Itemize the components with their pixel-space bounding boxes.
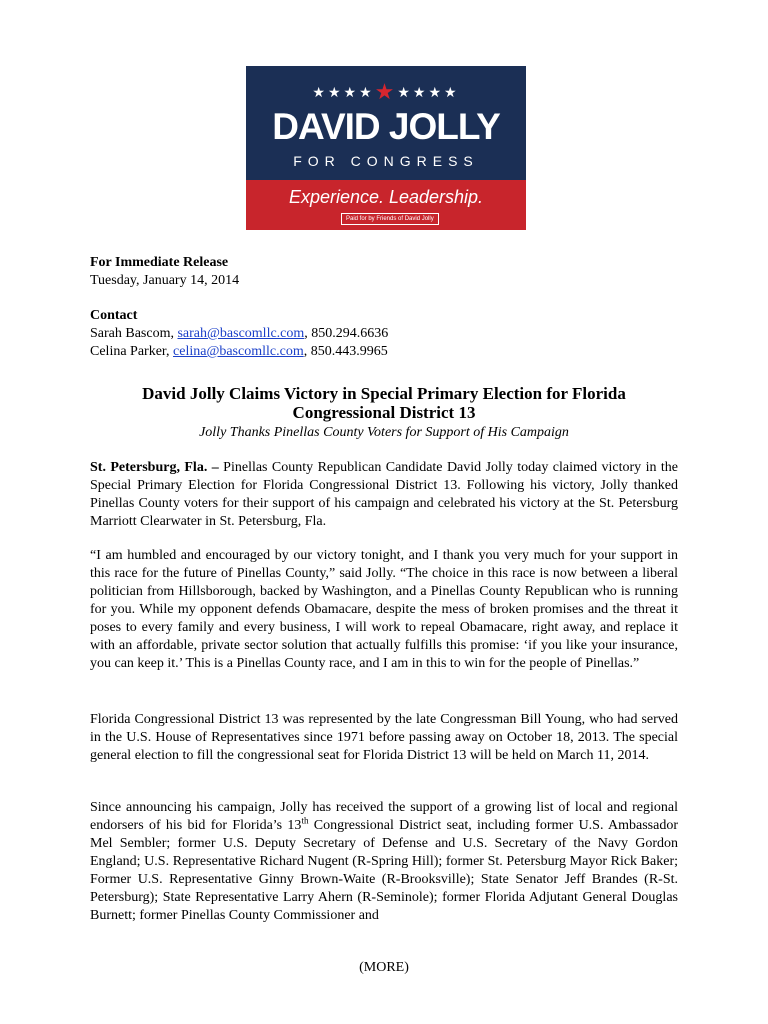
logo-candidate-name: DAVID JOLLY (272, 106, 500, 147)
headline-line-2: Congressional District 13 (292, 403, 476, 422)
contact-email-link[interactable]: sarah@bascomllc.com (177, 326, 305, 341)
logo-subtitle: FOR CONGRESS (293, 153, 479, 169)
ordinal-suffix: th (301, 815, 309, 826)
paragraph-text: Pinellas County Republican Candidate David Jolly today claimed victory in the Special Primary Election for Florida Congressional District 13. Following his victory, Jolly thanked Pinellas County voters for their support of his campaign and celebrated his victory at the St. Petersburg Marriott Clearwater in St. Petersburg, Fla. (90, 460, 678, 529)
paragraph-text: Since announcing his campaign, Jolly has received the support of a growing list of local and regional endorsers of his bid for Florida’s 13 (90, 800, 678, 833)
body-paragraph-1 (90, 459, 678, 531)
logo-stars (246, 80, 526, 105)
contact-line (90, 325, 678, 343)
headline (90, 384, 678, 422)
paragraph-text: Congressional District seat, including former U.S. Ambassador Mel Sembler; former U.S. Deputy Secretary of Defense and U.S. Secretary of the Navy Gordon England; U.S. Representative Richard Nugent (R-Spring Hill); former St. Petersburg Mayor Rick Baker; Former U.S. Representative Ginny Brown-Waite (R-Brooksville); State Senator Jeff Brandes (R-St. Petersburg); State Representative Larry Ahern (R-Seminole); former Florida Adjutant General Douglas Burnett; former Pinellas County Commissioner and (90, 818, 678, 923)
star-row-left-icon: ★★★★ (312, 85, 375, 101)
contact-name: Sarah Bascom, (90, 326, 178, 341)
logo-paid-for-disclaimer: Paid for by Friends of David Jolly (341, 213, 439, 225)
release-info (90, 254, 678, 290)
contact-email-link[interactable]: celina@bascomllc.com (173, 344, 304, 359)
release-label: For Immediate Release (90, 255, 229, 270)
contact-line (90, 343, 678, 361)
campaign-logo (246, 66, 526, 230)
body-paragraph-3: Florida Congressional District 13 was represented by the late Congressman Bill Young, who had served in the U.S. House of Representatives since 1971 before passing away on October 18, 2013. The special general election to fill the congressional seat for Florida District 13 will be held on March 11, 2014. (90, 712, 678, 763)
star-row-right-icon: ★★★★ (397, 85, 460, 101)
more-marker: (MORE) (359, 960, 409, 975)
headline-line-1: David Jolly Claims Victory in Special Primary Election for Florida (142, 384, 626, 403)
body-paragraph-2: “I am humbled and encouraged by our victory tonight, and I thank you very much for your support in this race for the future of Pinellas County,” said Jolly. “The choice in this race is now between a liberal politician from Hillsborough, backed by Washington, and a Pinellas County Republican who is running for you. While my opponent defends Obamacare, despite the mess of broken promises and the threat it poses to every family and every business, I will work to repeal Obamacare, right away, and replace it with an affordable, private sector solution that actually fulfills this promise: ‘if you like your insurance, you can keep it.’ This is a Pinellas County race, and I am in this to win for the people of Pinellas.” (90, 548, 678, 671)
contact-phone: , 850.443.9965 (303, 344, 388, 359)
subheadline: Jolly Thanks Pinellas County Voters for Support of His Campaign (199, 425, 569, 440)
contact-heading: Contact (90, 308, 138, 323)
contact-phone: , 850.294.6636 (304, 326, 389, 341)
contact-section (90, 307, 678, 361)
center-star-icon: ★ (374, 80, 398, 105)
contact-name: Celina Parker, (90, 344, 174, 359)
release-date: Tuesday, January 14, 2014 (90, 273, 240, 288)
logo-tagline: Experience. Leadership. (288, 187, 484, 207)
body-paragraph-4 (90, 799, 678, 925)
dateline: St. Petersburg, Fla. – (90, 460, 219, 475)
